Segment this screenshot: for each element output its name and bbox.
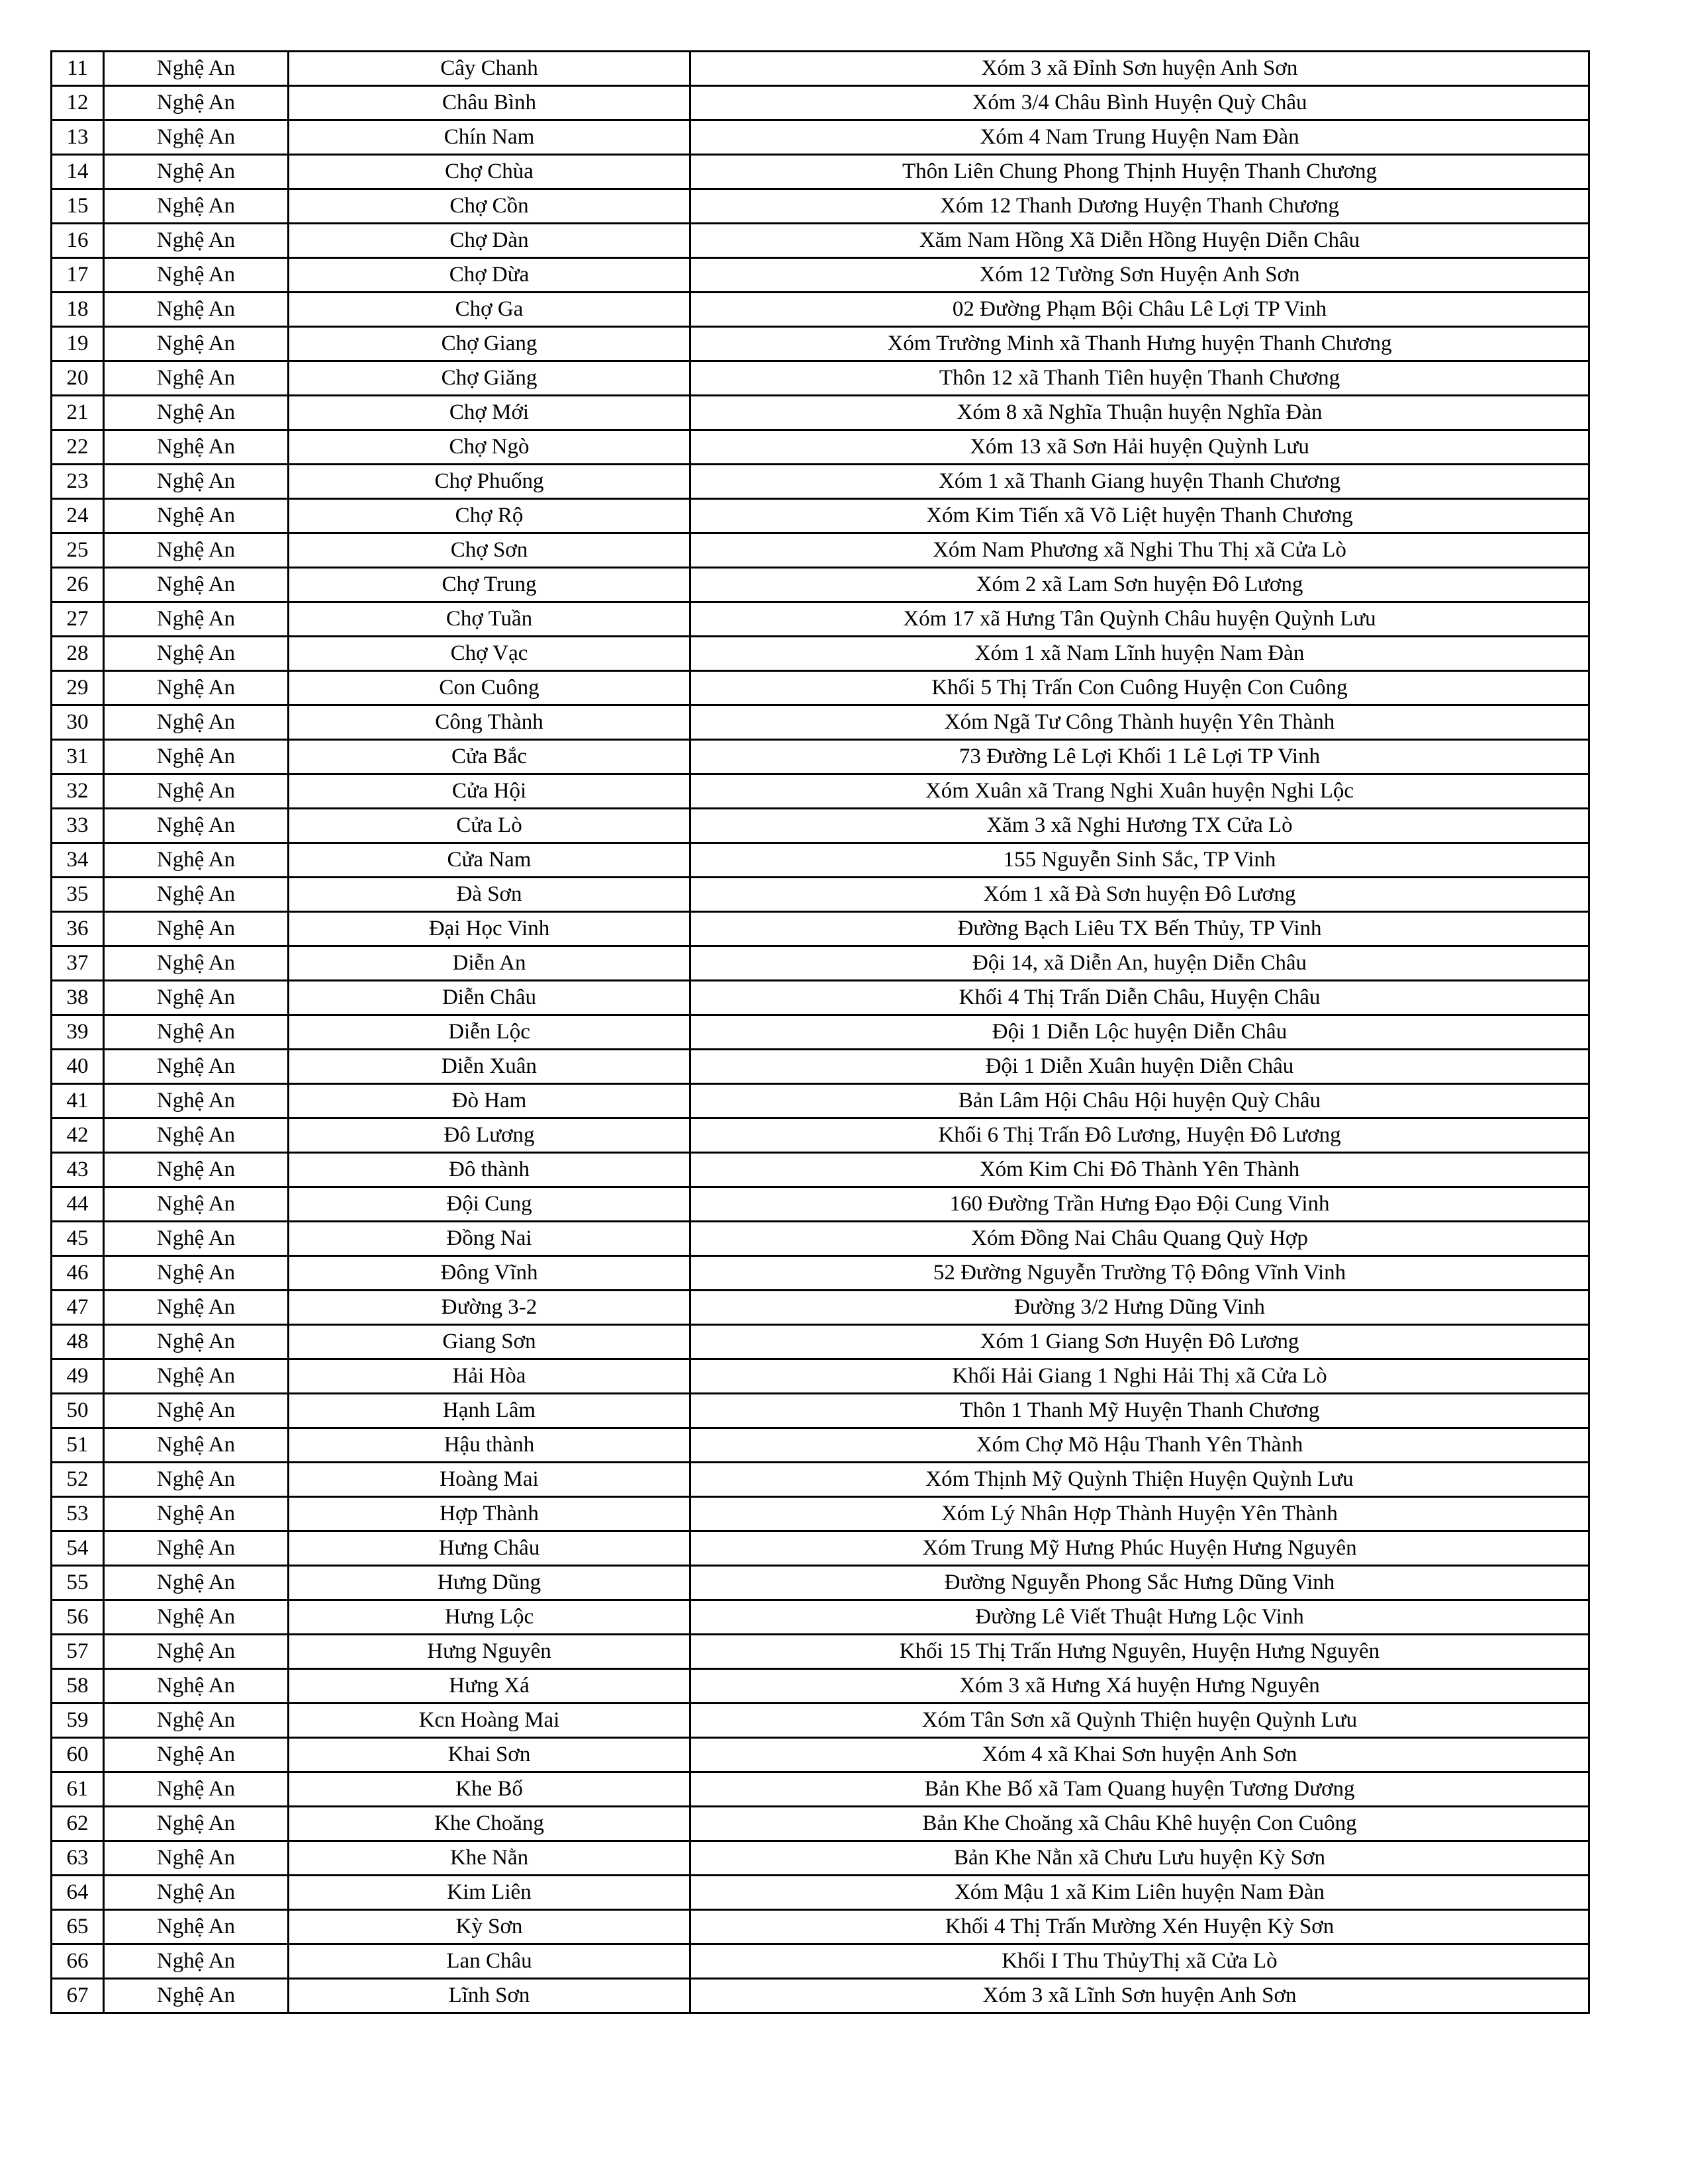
province-cell: Nghệ An: [104, 1738, 289, 1772]
office-name-cell: Châu Bình: [289, 86, 690, 120]
province-cell: Nghệ An: [104, 1531, 289, 1566]
row-number-cell: 39: [52, 1015, 104, 1050]
province-cell: Nghệ An: [104, 568, 289, 602]
office-name-cell: Cửa Lò: [289, 809, 690, 843]
address-cell: Đường 3/2 Hưng Dũng Vinh: [690, 1291, 1589, 1325]
office-name-cell: Giang Sơn: [289, 1325, 690, 1359]
province-cell: Nghệ An: [104, 1084, 289, 1118]
table-row: [52, 120, 1589, 155]
table-row: [52, 912, 1589, 946]
office-name-cell: Diễn Lộc: [289, 1015, 690, 1050]
row-number-cell: 63: [52, 1841, 104, 1876]
row-number-cell: 27: [52, 602, 104, 637]
address-cell: Xóm 1 xã Đà Sơn huyện Đô Lương: [690, 878, 1589, 912]
province-cell: Nghệ An: [104, 1428, 289, 1463]
address-cell: Khối 4 Thị Trấn Diễn Châu, Huyện Châu: [690, 981, 1589, 1015]
row-number-cell: 13: [52, 120, 104, 155]
row-number-cell: 32: [52, 774, 104, 809]
office-name-cell: Con Cuông: [289, 671, 690, 705]
province-cell: Nghệ An: [104, 1256, 289, 1291]
province-cell: Nghệ An: [104, 705, 289, 740]
address-cell: Đội 1 Diễn Lộc huyện Diễn Châu: [690, 1015, 1589, 1050]
address-cell: Xóm 2 xã Lam Sơn huyện Đô Lương: [690, 568, 1589, 602]
province-cell: Nghệ An: [104, 1187, 289, 1222]
province-cell: Nghệ An: [104, 533, 289, 568]
address-cell: Khối 5 Thị Trấn Con Cuông Huyện Con Cuông: [690, 671, 1589, 705]
province-cell: Nghệ An: [104, 912, 289, 946]
office-name-cell: Chợ Ga: [289, 293, 690, 327]
office-name-cell: Hưng Nguyên: [289, 1635, 690, 1669]
row-number-cell: 61: [52, 1772, 104, 1807]
address-cell: Khối I Thu ThủyThị xã Cửa Lò: [690, 1944, 1589, 1979]
row-number-cell: 18: [52, 293, 104, 327]
office-name-cell: Cửa Nam: [289, 843, 690, 878]
address-cell: 155 Nguyễn Sinh Sắc, TP Vinh: [690, 843, 1589, 878]
office-name-cell: Kcn Hoàng Mai: [289, 1704, 690, 1738]
office-name-cell: Hậu thành: [289, 1428, 690, 1463]
row-number-cell: 41: [52, 1084, 104, 1118]
address-cell: Thôn Liên Chung Phong Thịnh Huyện Thanh Chương: [690, 155, 1589, 189]
table-row: [52, 1050, 1589, 1084]
province-cell: Nghệ An: [104, 1118, 289, 1153]
table-row: [52, 1600, 1589, 1635]
province-cell: Nghệ An: [104, 1600, 289, 1635]
office-name-cell: Chợ Mới: [289, 396, 690, 430]
address-cell: Đường Bạch Liêu TX Bến Thủy, TP Vinh: [690, 912, 1589, 946]
row-number-cell: 29: [52, 671, 104, 705]
address-cell: Xóm Xuân xã Trang Nghi Xuân huyện Nghi Lộc: [690, 774, 1589, 809]
province-cell: Nghệ An: [104, 499, 289, 533]
address-cell: 160 Đường Trần Hưng Đạo Đội Cung Vinh: [690, 1187, 1589, 1222]
office-name-cell: Cây Chanh: [289, 52, 690, 86]
table-row: [52, 499, 1589, 533]
office-name-cell: Chợ Sơn: [289, 533, 690, 568]
office-name-cell: Hưng Xá: [289, 1669, 690, 1704]
office-name-cell: Khe Bố: [289, 1772, 690, 1807]
table-row: [52, 1118, 1589, 1153]
office-name-cell: Khai Sơn: [289, 1738, 690, 1772]
province-cell: Nghệ An: [104, 946, 289, 981]
office-name-cell: Đông Vĩnh: [289, 1256, 690, 1291]
province-cell: Nghệ An: [104, 637, 289, 671]
row-number-cell: 56: [52, 1600, 104, 1635]
row-number-cell: 34: [52, 843, 104, 878]
table-row: [52, 533, 1589, 568]
office-name-cell: Cửa Hội: [289, 774, 690, 809]
table-row: [52, 155, 1589, 189]
row-number-cell: 52: [52, 1463, 104, 1497]
address-cell: Xóm 1 xã Thanh Giang huyện Thanh Chương: [690, 465, 1589, 499]
province-cell: Nghệ An: [104, 671, 289, 705]
province-cell: Nghệ An: [104, 602, 289, 637]
row-number-cell: 45: [52, 1222, 104, 1256]
office-name-cell: Diễn Xuân: [289, 1050, 690, 1084]
table-row: [52, 1428, 1589, 1463]
row-number-cell: 28: [52, 637, 104, 671]
row-number-cell: 49: [52, 1359, 104, 1394]
table-row: [52, 189, 1589, 224]
address-cell: Xóm Nam Phương xã Nghi Thu Thị xã Cửa Lò: [690, 533, 1589, 568]
province-cell: Nghệ An: [104, 361, 289, 396]
address-cell: Xóm 4 Nam Trung Huyện Nam Đàn: [690, 120, 1589, 155]
row-number-cell: 62: [52, 1807, 104, 1841]
office-name-cell: Hạnh Lâm: [289, 1394, 690, 1428]
post-office-table: [50, 50, 1590, 2014]
address-cell: Khối 6 Thị Trấn Đô Lương, Huyện Đô Lương: [690, 1118, 1589, 1153]
office-name-cell: Chợ Tuần: [289, 602, 690, 637]
row-number-cell: 43: [52, 1153, 104, 1187]
row-number-cell: 30: [52, 705, 104, 740]
row-number-cell: 36: [52, 912, 104, 946]
row-number-cell: 54: [52, 1531, 104, 1566]
office-name-cell: Lĩnh Sơn: [289, 1979, 690, 2013]
row-number-cell: 21: [52, 396, 104, 430]
address-cell: Xóm 12 Tường Sơn Huyện Anh Sơn: [690, 258, 1589, 293]
table-row: [52, 1841, 1589, 1876]
province-cell: Nghệ An: [104, 189, 289, 224]
table-row: [52, 258, 1589, 293]
table-row: [52, 809, 1589, 843]
table-row: [52, 1669, 1589, 1704]
row-number-cell: 59: [52, 1704, 104, 1738]
province-cell: Nghệ An: [104, 86, 289, 120]
office-name-cell: Chợ Giăng: [289, 361, 690, 396]
province-cell: Nghệ An: [104, 1704, 289, 1738]
office-name-cell: Đội Cung: [289, 1187, 690, 1222]
province-cell: Nghệ An: [104, 1910, 289, 1944]
row-number-cell: 51: [52, 1428, 104, 1463]
province-cell: Nghệ An: [104, 878, 289, 912]
province-cell: Nghệ An: [104, 1463, 289, 1497]
office-name-cell: Đô Lương: [289, 1118, 690, 1153]
table-row: [52, 1084, 1589, 1118]
address-cell: Xóm 1 Giang Sơn Huyện Đô Lương: [690, 1325, 1589, 1359]
table-row: [52, 1359, 1589, 1394]
address-cell: Xóm 17 xã Hưng Tân Quỳnh Châu huyện Quỳnh Lưu: [690, 602, 1589, 637]
table-row: [52, 52, 1589, 86]
row-number-cell: 33: [52, 809, 104, 843]
address-cell: Xóm Lý Nhân Hợp Thành Huyện Yên Thành: [690, 1497, 1589, 1531]
table-row: [52, 1325, 1589, 1359]
table-row: [52, 396, 1589, 430]
province-cell: Nghệ An: [104, 1015, 289, 1050]
office-name-cell: Lan Châu: [289, 1944, 690, 1979]
province-cell: Nghệ An: [104, 1669, 289, 1704]
province-cell: Nghệ An: [104, 1153, 289, 1187]
province-cell: Nghệ An: [104, 1359, 289, 1394]
office-name-cell: Chín Nam: [289, 120, 690, 155]
province-cell: Nghệ An: [104, 1394, 289, 1428]
office-name-cell: Hải Hòa: [289, 1359, 690, 1394]
table-row: [52, 1979, 1589, 2013]
address-cell: Thôn 1 Thanh Mỹ Huyện Thanh Chương: [690, 1394, 1589, 1428]
office-name-cell: Chợ Giang: [289, 327, 690, 361]
table-row: [52, 946, 1589, 981]
address-cell: Thôn 12 xã Thanh Tiên huyện Thanh Chương: [690, 361, 1589, 396]
row-number-cell: 60: [52, 1738, 104, 1772]
province-cell: Nghệ An: [104, 258, 289, 293]
row-number-cell: 12: [52, 86, 104, 120]
address-cell: Khối 15 Thị Trấn Hưng Nguyên, Huyện Hưng Nguyên: [690, 1635, 1589, 1669]
province-cell: Nghệ An: [104, 52, 289, 86]
row-number-cell: 64: [52, 1876, 104, 1910]
office-name-cell: Khe Nằn: [289, 1841, 690, 1876]
row-number-cell: 35: [52, 878, 104, 912]
table-row: [52, 1187, 1589, 1222]
address-cell: Đội 1 Diễn Xuân huyện Diễn Châu: [690, 1050, 1589, 1084]
address-cell: Xóm Chợ Mõ Hậu Thanh Yên Thành: [690, 1428, 1589, 1463]
office-name-cell: Đồng Nai: [289, 1222, 690, 1256]
row-number-cell: 46: [52, 1256, 104, 1291]
province-cell: Nghệ An: [104, 327, 289, 361]
table-row: [52, 1910, 1589, 1944]
province-cell: Nghệ An: [104, 120, 289, 155]
table-row: [52, 1497, 1589, 1531]
office-name-cell: Chợ Ngò: [289, 430, 690, 465]
province-cell: Nghệ An: [104, 293, 289, 327]
address-cell: 73 Đường Lê Lợi Khối 1 Lê Lợi TP Vinh: [690, 740, 1589, 774]
table-row: [52, 1531, 1589, 1566]
row-number-cell: 11: [52, 52, 104, 86]
province-cell: Nghệ An: [104, 1635, 289, 1669]
province-cell: Nghệ An: [104, 1944, 289, 1979]
table-row: [52, 1015, 1589, 1050]
row-number-cell: 40: [52, 1050, 104, 1084]
province-cell: Nghệ An: [104, 396, 289, 430]
province-cell: Nghệ An: [104, 843, 289, 878]
row-number-cell: 57: [52, 1635, 104, 1669]
address-cell: Bản Khe Bố xã Tam Quang huyện Tương Dương: [690, 1772, 1589, 1807]
address-cell: Xóm Kim Chi Đô Thành Yên Thành: [690, 1153, 1589, 1187]
table-row: [52, 1256, 1589, 1291]
row-number-cell: 65: [52, 1910, 104, 1944]
table-row: [52, 1772, 1589, 1807]
table-body: [52, 52, 1589, 2013]
table-row: [52, 1291, 1589, 1325]
address-cell: Đội 14, xã Diễn An, huyện Diễn Châu: [690, 946, 1589, 981]
office-name-cell: Đò Ham: [289, 1084, 690, 1118]
row-number-cell: 55: [52, 1566, 104, 1600]
address-cell: Khối 4 Thị Trấn Mường Xén Huyện Kỳ Sơn: [690, 1910, 1589, 1944]
table-row: [52, 1807, 1589, 1841]
row-number-cell: 66: [52, 1944, 104, 1979]
table-row: [52, 293, 1589, 327]
row-number-cell: 16: [52, 224, 104, 258]
table-row: [52, 637, 1589, 671]
address-cell: Xóm Trung Mỹ Hưng Phúc Huyện Hưng Nguyên: [690, 1531, 1589, 1566]
address-cell: Xóm 1 xã Nam Lĩnh huyện Nam Đàn: [690, 637, 1589, 671]
address-cell: Xóm Thịnh Mỹ Quỳnh Thiện Huyện Quỳnh Lưu: [690, 1463, 1589, 1497]
row-number-cell: 48: [52, 1325, 104, 1359]
province-cell: Nghệ An: [104, 224, 289, 258]
office-name-cell: Hưng Châu: [289, 1531, 690, 1566]
row-number-cell: 53: [52, 1497, 104, 1531]
table-row: [52, 981, 1589, 1015]
table-row: [52, 1153, 1589, 1187]
row-number-cell: 14: [52, 155, 104, 189]
row-number-cell: 44: [52, 1187, 104, 1222]
table-row: [52, 671, 1589, 705]
province-cell: Nghệ An: [104, 1566, 289, 1600]
province-cell: Nghệ An: [104, 1222, 289, 1256]
row-number-cell: 19: [52, 327, 104, 361]
office-name-cell: Cửa Bắc: [289, 740, 690, 774]
office-name-cell: Đô thành: [289, 1153, 690, 1187]
address-cell: Xóm 8 xã Nghĩa Thuận huyện Nghĩa Đàn: [690, 396, 1589, 430]
row-number-cell: 50: [52, 1394, 104, 1428]
office-name-cell: Hợp Thành: [289, 1497, 690, 1531]
row-number-cell: 23: [52, 465, 104, 499]
table-row: [52, 878, 1589, 912]
office-name-cell: Chợ Chùa: [289, 155, 690, 189]
province-cell: Nghệ An: [104, 740, 289, 774]
table-row: [52, 430, 1589, 465]
table-row: [52, 1394, 1589, 1428]
province-cell: Nghệ An: [104, 1807, 289, 1841]
province-cell: Nghệ An: [104, 1841, 289, 1876]
table-row: [52, 1566, 1589, 1600]
row-number-cell: 31: [52, 740, 104, 774]
province-cell: Nghệ An: [104, 1497, 289, 1531]
table-row: [52, 327, 1589, 361]
province-cell: Nghệ An: [104, 1050, 289, 1084]
address-cell: 52 Đường Nguyễn Trường Tộ Đông Vĩnh Vinh: [690, 1256, 1589, 1291]
address-cell: Xóm 3/4 Châu Bình Huyện Quỳ Châu: [690, 86, 1589, 120]
office-name-cell: Đại Học Vinh: [289, 912, 690, 946]
table-row: [52, 1738, 1589, 1772]
table-row: [52, 86, 1589, 120]
table-row: [52, 361, 1589, 396]
office-name-cell: Chợ Phuống: [289, 465, 690, 499]
province-cell: Nghệ An: [104, 1979, 289, 2013]
office-name-cell: Diễn An: [289, 946, 690, 981]
address-cell: Bản Lâm Hội Châu Hội huyện Quỳ Châu: [690, 1084, 1589, 1118]
address-cell: Đường Lê Viết Thuật Hưng Lộc Vinh: [690, 1600, 1589, 1635]
office-name-cell: Kỳ Sơn: [289, 1910, 690, 1944]
province-cell: Nghệ An: [104, 981, 289, 1015]
row-number-cell: 15: [52, 189, 104, 224]
address-cell: Xóm Tân Sơn xã Quỳnh Thiện huyện Quỳnh Lưu: [690, 1704, 1589, 1738]
address-cell: 02 Đường Phạm Bội Châu Lê Lợi TP Vinh: [690, 293, 1589, 327]
office-name-cell: Khe Choăng: [289, 1807, 690, 1841]
office-name-cell: Hưng Lộc: [289, 1600, 690, 1635]
table-row: [52, 1635, 1589, 1669]
row-number-cell: 24: [52, 499, 104, 533]
province-cell: Nghệ An: [104, 809, 289, 843]
address-cell: Xóm 13 xã Sơn Hải huyện Quỳnh Lưu: [690, 430, 1589, 465]
row-number-cell: 20: [52, 361, 104, 396]
address-cell: Xóm 3 xã Đỉnh Sơn huyện Anh Sơn: [690, 52, 1589, 86]
row-number-cell: 22: [52, 430, 104, 465]
province-cell: Nghệ An: [104, 1876, 289, 1910]
address-cell: Bản Khe Nằn xã Chưu Lưu huyện Kỳ Sơn: [690, 1841, 1589, 1876]
address-cell: Xóm Kim Tiến xã Võ Liệt huyện Thanh Chương: [690, 499, 1589, 533]
office-name-cell: Chợ Vạc: [289, 637, 690, 671]
table-row: [52, 1222, 1589, 1256]
address-cell: Xóm 4 xã Khai Sơn huyện Anh Sơn: [690, 1738, 1589, 1772]
row-number-cell: 67: [52, 1979, 104, 2013]
office-name-cell: Hưng Dũng: [289, 1566, 690, 1600]
address-cell: Xóm Trường Minh xã Thanh Hưng huyện Thanh Chương: [690, 327, 1589, 361]
province-cell: Nghệ An: [104, 1772, 289, 1807]
address-cell: Xóm 3 xã Lĩnh Sơn huyện Anh Sơn: [690, 1979, 1589, 2013]
address-cell: Đường Nguyễn Phong Sắc Hưng Dũng Vinh: [690, 1566, 1589, 1600]
table-row: [52, 843, 1589, 878]
address-cell: Xăm Nam Hồng Xã Diễn Hồng Huyện Diễn Châu: [690, 224, 1589, 258]
row-number-cell: 17: [52, 258, 104, 293]
row-number-cell: 58: [52, 1669, 104, 1704]
province-cell: Nghệ An: [104, 465, 289, 499]
office-name-cell: Kim Liên: [289, 1876, 690, 1910]
office-name-cell: Chợ Trung: [289, 568, 690, 602]
office-name-cell: Diễn Châu: [289, 981, 690, 1015]
address-cell: Xăm 3 xã Nghi Hương TX Cửa Lò: [690, 809, 1589, 843]
row-number-cell: 38: [52, 981, 104, 1015]
address-cell: Xóm 3 xã Hưng Xá huyện Hưng Nguyên: [690, 1669, 1589, 1704]
province-cell: Nghệ An: [104, 774, 289, 809]
province-cell: Nghệ An: [104, 1325, 289, 1359]
table-row: [52, 568, 1589, 602]
address-cell: Bản Khe Choăng xã Châu Khê huyện Con Cuông: [690, 1807, 1589, 1841]
address-cell: Khối Hải Giang 1 Nghi Hải Thị xã Cửa Lò: [690, 1359, 1589, 1394]
office-name-cell: Công Thành: [289, 705, 690, 740]
table-row: [52, 740, 1589, 774]
table-row: [52, 224, 1589, 258]
table-row: [52, 1944, 1589, 1979]
address-cell: Xóm Đồng Nai Châu Quang Quỳ Hợp: [690, 1222, 1589, 1256]
table-row: [52, 774, 1589, 809]
office-name-cell: Chợ Rộ: [289, 499, 690, 533]
province-cell: Nghệ An: [104, 430, 289, 465]
table-row: [52, 1463, 1589, 1497]
table-row: [52, 465, 1589, 499]
row-number-cell: 26: [52, 568, 104, 602]
table-row: [52, 1704, 1589, 1738]
row-number-cell: 25: [52, 533, 104, 568]
address-cell: Xóm Ngã Tư Công Thành huyện Yên Thành: [690, 705, 1589, 740]
row-number-cell: 42: [52, 1118, 104, 1153]
office-name-cell: Hoàng Mai: [289, 1463, 690, 1497]
table-row: [52, 1876, 1589, 1910]
office-name-cell: Chợ Cồn: [289, 189, 690, 224]
office-name-cell: Chợ Dừa: [289, 258, 690, 293]
office-name-cell: Đà Sơn: [289, 878, 690, 912]
table-row: [52, 602, 1589, 637]
address-cell: Xóm Mậu 1 xã Kim Liên huyện Nam Đàn: [690, 1876, 1589, 1910]
office-name-cell: Đường 3-2: [289, 1291, 690, 1325]
office-name-cell: Chợ Dàn: [289, 224, 690, 258]
province-cell: Nghệ An: [104, 155, 289, 189]
address-cell: Xóm 12 Thanh Dương Huyện Thanh Chương: [690, 189, 1589, 224]
row-number-cell: 37: [52, 946, 104, 981]
table-row: [52, 705, 1589, 740]
province-cell: Nghệ An: [104, 1291, 289, 1325]
row-number-cell: 47: [52, 1291, 104, 1325]
